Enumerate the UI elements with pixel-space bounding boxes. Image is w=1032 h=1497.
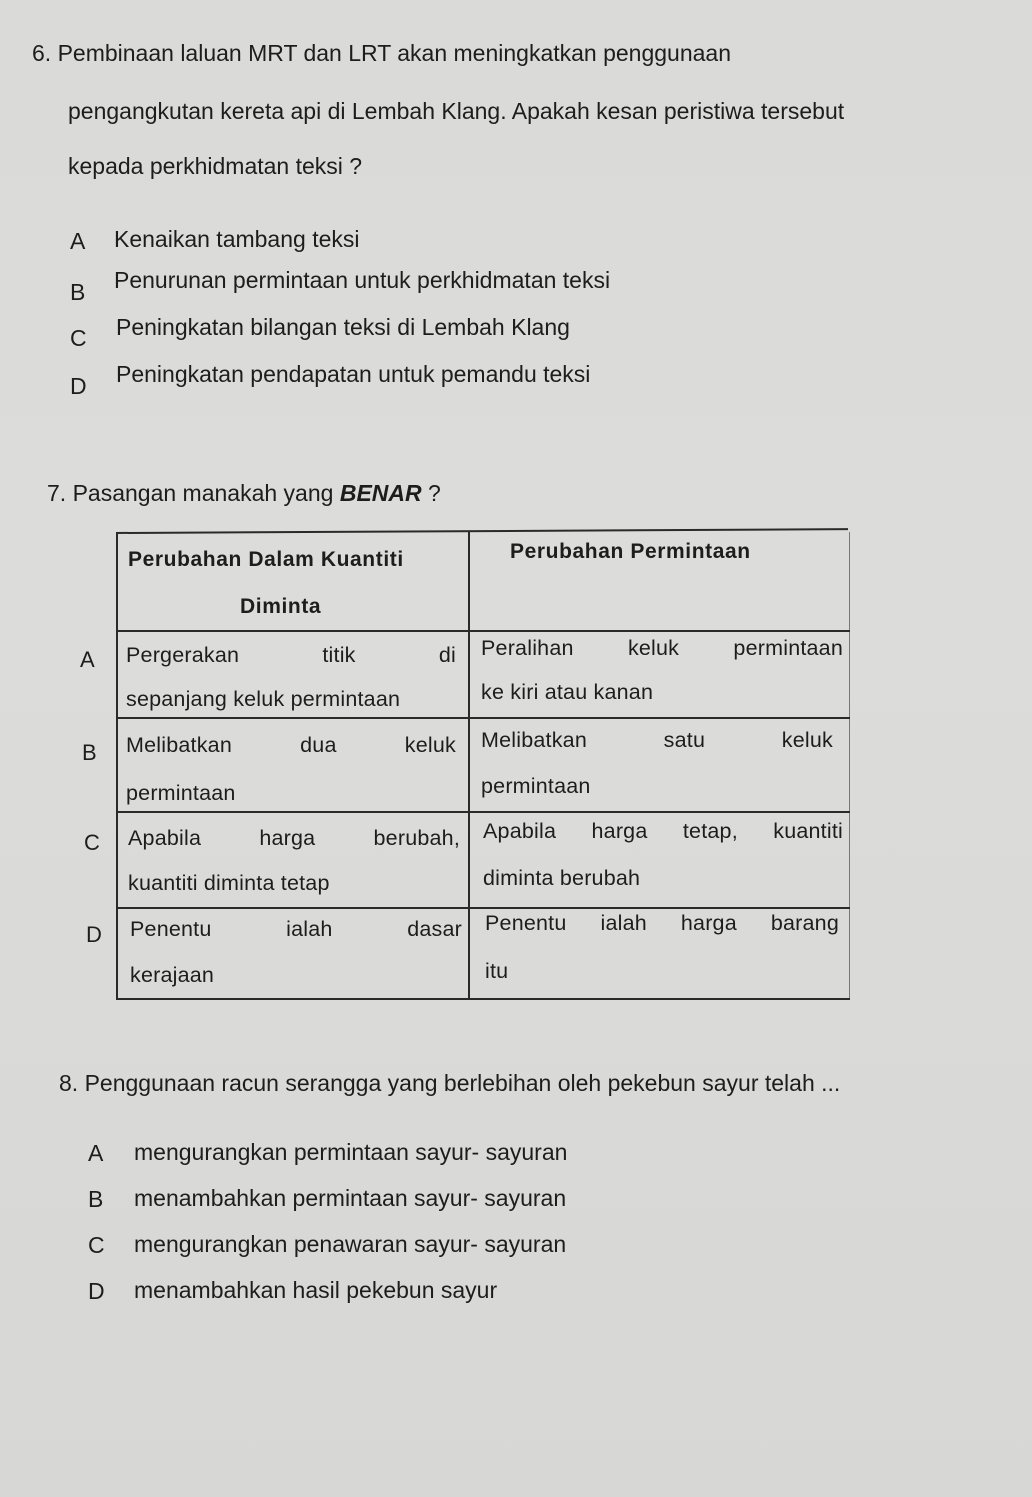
table-row-c-left-line-1: Apabila harga berubah, bbox=[128, 826, 460, 850]
question-6-option-c: Peningkatan bilangan teksi di Lembah Klang bbox=[116, 314, 570, 340]
table-row-b-left-line-1: Melibatkan dua keluk bbox=[126, 733, 456, 757]
table-row-separator-c bbox=[116, 907, 850, 909]
question-7-stem-prefix: 7. Pasangan manakah yang bbox=[47, 480, 340, 506]
question-6-option-b-letter: B bbox=[70, 279, 86, 305]
table-header-right: Perubahan Permintaan bbox=[510, 540, 751, 563]
table-row-c-left-line-2: kuantiti diminta tetap bbox=[128, 871, 330, 895]
table-row-b-right-line-2: permintaan bbox=[481, 774, 591, 798]
question-6-stem-line-2: pengangkutan kereta api di Lembah Klang. Apakah kesan peristiwa tersebut bbox=[68, 98, 845, 124]
table-row-c-letter: C bbox=[84, 830, 100, 855]
table-row-c-right-line-1: Apabila harga tetap, kuantiti bbox=[483, 819, 843, 843]
question-7-stem-suffix: ? bbox=[421, 480, 441, 506]
question-6-option-d: Peningkatan pendapatan untuk pemandu teksi bbox=[116, 361, 591, 387]
table-row-d-letter: D bbox=[86, 922, 102, 947]
question-8-option-c: mengurangkan penawaran sayur- sayuran bbox=[134, 1231, 567, 1257]
question-7-stem bbox=[47, 480, 441, 507]
table-row-separator-header bbox=[116, 630, 850, 632]
table-row-a-left-line-1: Pergerakan titik di bbox=[126, 643, 456, 667]
question-8-option-a-letter: A bbox=[88, 1140, 104, 1166]
table-row-b-right-line-1: Melibatkan satu keluk bbox=[481, 728, 833, 752]
question-8-option-a: mengurangkan permintaan sayur- sayuran bbox=[134, 1139, 568, 1165]
question-8-stem: 8. Penggunaan racun serangga yang berlebihan oleh pekebun sayur telah ... bbox=[59, 1070, 841, 1096]
question-6-stem-line-1: 6. Pembinaan laluan MRT dan LRT akan meningkatkan penggunaan bbox=[32, 40, 732, 66]
comparison-table bbox=[116, 532, 850, 1000]
table-border-top bbox=[116, 528, 848, 534]
question-8-option-c-letter: C bbox=[88, 1232, 105, 1258]
table-border-left bbox=[116, 532, 118, 1000]
table-row-separator-b bbox=[116, 811, 850, 813]
table-column-divider bbox=[468, 532, 470, 1000]
question-8-option-d: menambahkan hasil pekebun sayur bbox=[134, 1277, 498, 1303]
question-8-option-b-letter: B bbox=[88, 1186, 104, 1212]
question-7-stem-emphasis: BENAR bbox=[339, 480, 422, 506]
table-border-right bbox=[849, 532, 850, 1000]
question-6-option-a: Kenaikan tambang teksi bbox=[114, 226, 360, 252]
table-row-d-left-line-1: Penentu ialah dasar bbox=[130, 917, 462, 941]
table-row-separator-a bbox=[116, 717, 850, 719]
question-6-option-b: Penurunan permintaan untuk perkhidmatan teksi bbox=[114, 267, 611, 293]
table-header-left-line-1: Perubahan Dalam Kuantiti bbox=[128, 548, 404, 571]
table-row-a-letter: A bbox=[80, 647, 95, 672]
question-8-option-d-letter: D bbox=[88, 1278, 105, 1304]
table-row-a-left-line-2: sepanjang keluk permintaan bbox=[126, 687, 401, 711]
question-6-option-c-letter: C bbox=[70, 325, 87, 351]
table-row-b-letter: B bbox=[82, 740, 97, 765]
table-row-a-right-line-1: Peralihan keluk permintaan bbox=[481, 636, 843, 660]
table-row-a-right-line-2: ke kiri atau kanan bbox=[481, 680, 654, 704]
table-row-c-right-line-2: diminta berubah bbox=[483, 866, 641, 890]
question-6-option-d-letter: D bbox=[70, 373, 87, 399]
table-border-bottom bbox=[116, 998, 850, 1000]
question-6-option-a-letter: A bbox=[70, 228, 86, 254]
table-row-b-left-line-2: permintaan bbox=[126, 781, 236, 805]
table-row-d-left-line-2: kerajaan bbox=[130, 963, 215, 987]
table-header-left-line-2: Diminta bbox=[240, 595, 322, 618]
question-8-option-b: menambahkan permintaan sayur- sayuran bbox=[134, 1185, 567, 1211]
question-6-stem-line-3: kepada perkhidmatan teksi ? bbox=[68, 153, 363, 179]
table-row-d-right-line-1: Penentu ialah harga barang bbox=[485, 911, 839, 935]
table-row-d-right-line-2: itu bbox=[485, 959, 509, 983]
